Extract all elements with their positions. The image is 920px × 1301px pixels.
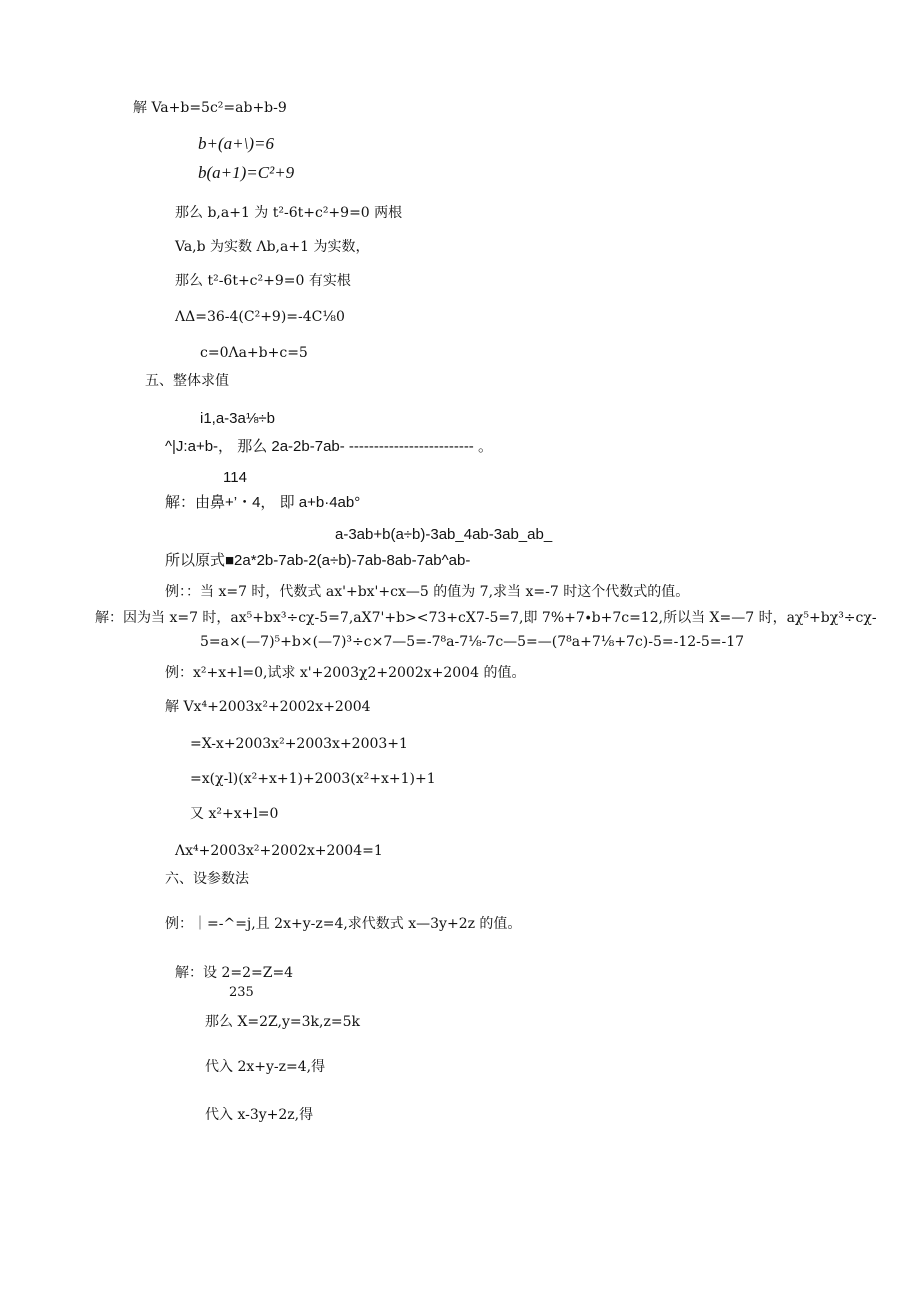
equation-line: ΛΔ=36-4(C²+9)=-4C⅛0 <box>175 309 345 325</box>
solution-line: 解 Vx⁴+2003x²+2002x+2004 <box>165 699 371 715</box>
solution-line: 解：由鼻+’・4， 即 a+b·4ab° <box>165 494 361 511</box>
text-line: 代入 x-3y+2z,得 <box>205 1107 314 1123</box>
example-line: 例：：当 x=7 时，代数式 ax'+bx'+cx—5 的值为 7,求当 x=-7 时这个代数式的值。 <box>165 584 690 600</box>
equation-line: Λx⁴+2003x²+2002x+2004=1 <box>175 843 383 859</box>
text-line: 那么 t²-6t+c²+9=0 有实根 <box>175 273 351 289</box>
solution-line: 解：设 2=2=Z=4 <box>175 965 294 981</box>
equation-line: a-3ab+b(a÷b)-3ab_4ab-3ab_ab_ <box>335 526 553 543</box>
equation-line: 那么 X=2Z,y=3k,z=5k <box>205 1014 360 1030</box>
solution-line: 5=a×(—7)⁵+b×(—7)³÷c×7—5=-7⁸a-7⅛-7c—5=—(7⁸a+7⅛+7c)-5=-12-5=-17 <box>200 634 745 650</box>
fraction-denominators: 114 <box>223 469 247 486</box>
equation-line: b+(a+\)=6 <box>198 134 274 153</box>
equation-line: b(a+1)=C²+9 <box>198 163 295 182</box>
equation-line: =X-x+2003x²+2003x+2003+1 <box>190 736 408 752</box>
example-line: 例：｜=-^=j,且 2x+y-z=4,求代数式 x—3y+2z 的值。 <box>165 916 522 932</box>
section-heading: 五、整体求值 <box>145 373 229 389</box>
text-line: 代入 2x+y-z=4,得 <box>205 1059 326 1075</box>
text-line: Va,b 为实数 Λb,a+1 为实数， <box>175 239 370 255</box>
equation-line: =x(χ-l)(x²+x+1)+2003(x²+x+1)+1 <box>190 771 436 787</box>
section-heading: 六、设参数法 <box>165 871 249 887</box>
problem-line: i1,a-3a⅛÷b <box>200 410 275 427</box>
equation-line: 又 x²+x+l=0 <box>190 806 279 822</box>
equation-line: c=0Λa+b+c=5 <box>200 345 308 361</box>
text-line: 那么 b,a+1 为 t²-6t+c²+9=0 两根 <box>175 205 403 221</box>
example-line: 例：x²+x+l=0,试求 x'+2003χ2+2002x+2004 的值。 <box>165 665 526 681</box>
problem-line: ^|J:a+b-， 那么 2a-2b-7ab- ------------------------- 。 <box>165 438 493 455</box>
solution-line: 解：因为当 x=7 时，ax⁵+bx³÷cχ-5=7,aX7'+b><73+cX7-5=7,即 7%+7∙b+7c=12,所以当 X=—7 时，aχ⁵+bχ³÷cχ- <box>95 610 877 626</box>
fraction-denominators: 235 <box>229 985 254 1000</box>
equation-line: 所以原式■2a*2b-7ab-2(a÷b)-7ab-8ab-7ab^ab- <box>165 552 471 569</box>
solution-line: 解 Va+b=5c²=ab+b-9 <box>133 100 287 116</box>
